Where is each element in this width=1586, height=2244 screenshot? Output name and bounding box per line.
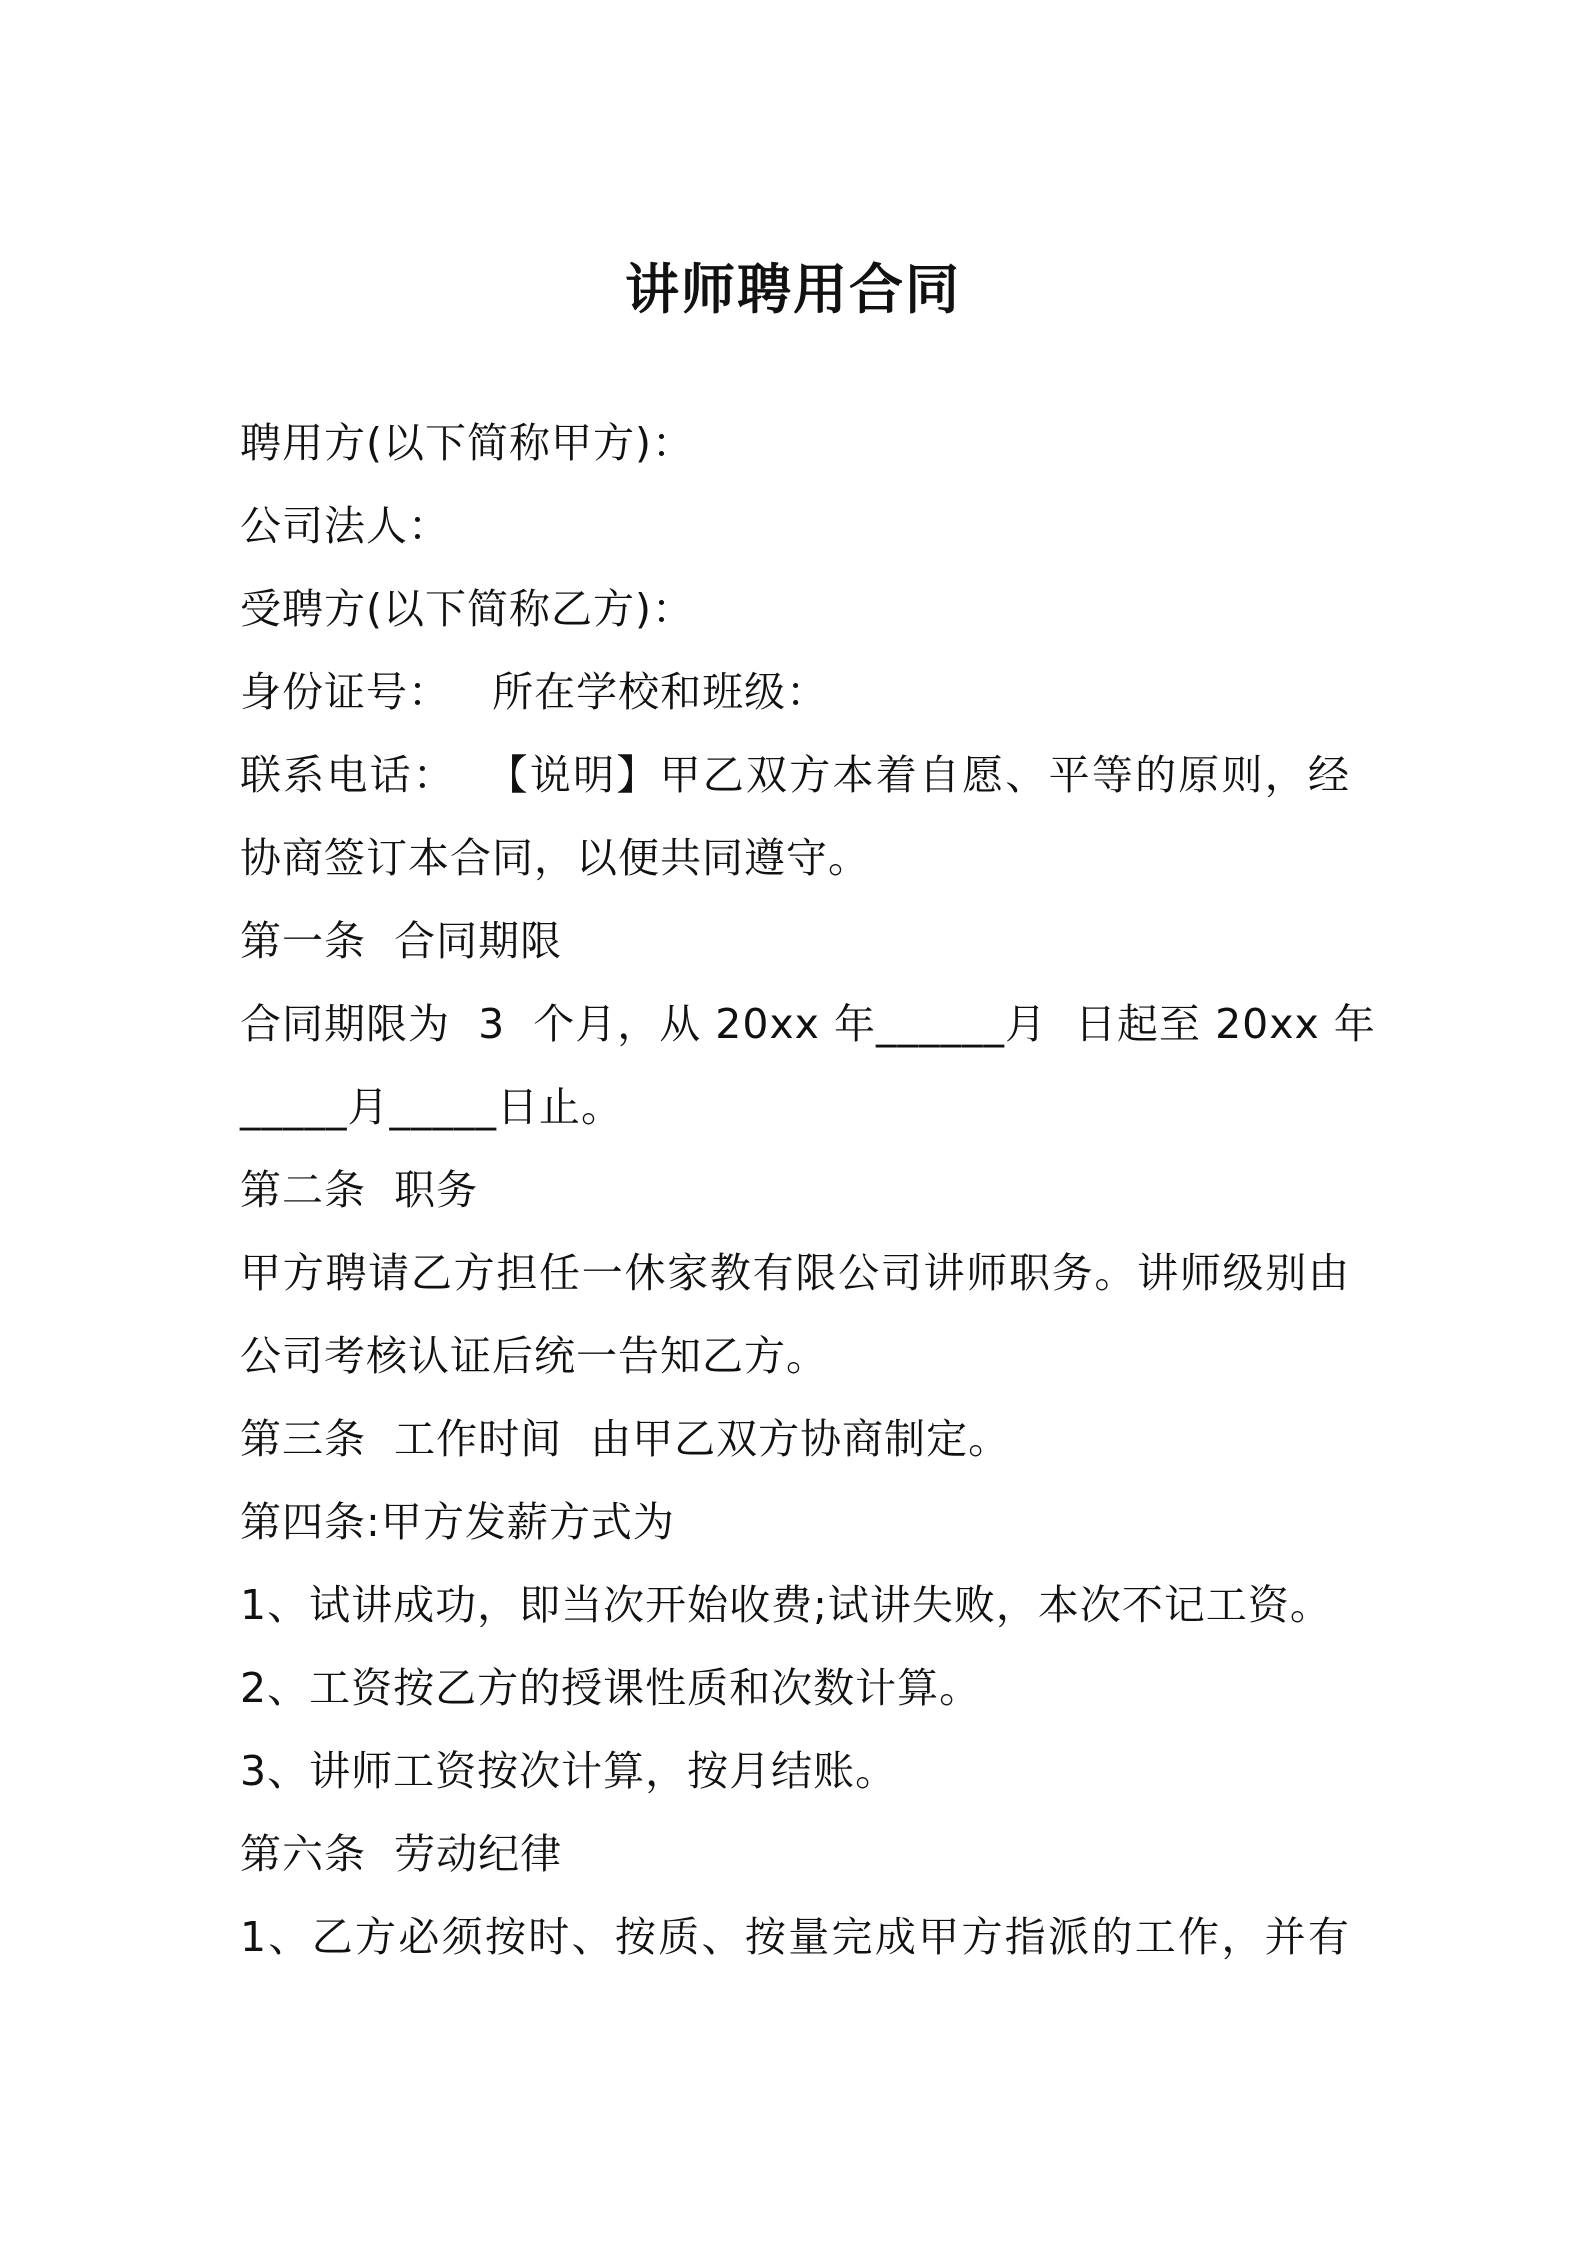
position-line: 甲方聘请乙方担任一休家教有限公司讲师职务。讲师级别由: [240, 1249, 1350, 1297]
party-a-line: 聘用方(以下简称甲方)：: [240, 419, 694, 467]
party-b-line: 受聘方(以下简称乙方)：: [240, 585, 694, 633]
id-school-line: 身份证号： 所在学校和班级：: [240, 668, 829, 716]
article-4-heading: 第四条:甲方发薪方式为: [240, 1498, 675, 1546]
phone-statement-line: 联系电话： 【说明】甲乙双方本着自愿、平等的原则，经: [240, 751, 1350, 799]
legal-person-line: 公司法人：: [240, 502, 450, 550]
article-6-heading: 第六条 劳动纪律: [240, 1830, 563, 1878]
statement-continued-line: 协商签订本合同，以便共同遵守。: [240, 834, 870, 882]
pay-item-3: 3、讲师工资按次计算，按月结账。: [240, 1747, 898, 1795]
article-3-line: 第三条 工作时间 由甲乙双方协商制定。: [240, 1415, 1011, 1463]
contract-term-line: 合同期限为 3 个月，从 20xx 年______月 日起至 20xx 年: [240, 1000, 1376, 1048]
pay-item-1: 1、试讲成功，即当次开始收费;试讲失败，本次不记工资。: [240, 1581, 1332, 1629]
contract-body: [240, 402, 1376, 1979]
position-continued-line: 公司考核认证后统一告知乙方。: [240, 1332, 828, 1380]
pay-item-2: 2、工资按乙方的授课性质和次数计算。: [240, 1664, 982, 1712]
contract-term-end-line: _____月_____日止。: [240, 1083, 623, 1131]
article-2-heading: 第二条 职务: [240, 1166, 479, 1214]
document-title: 讲师聘用合同: [625, 258, 961, 321]
article-1-heading: 第一条 合同期限: [240, 917, 563, 965]
discipline-item-1: 1、乙方必须按时、按质、按量完成甲方指派的工作，并有: [240, 1913, 1350, 1961]
